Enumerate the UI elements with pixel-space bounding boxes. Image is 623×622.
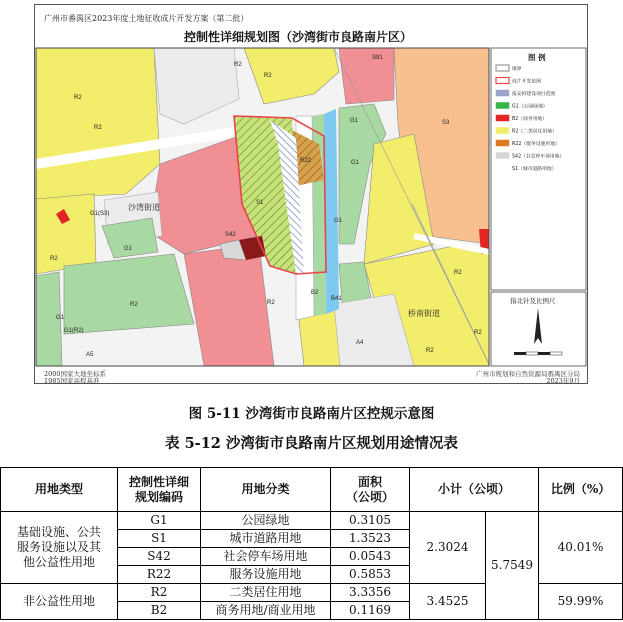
parcel-code: S91 [372,55,383,61]
parcel-code: R2 [130,302,138,308]
cell-ratio: 59.99% [539,584,623,620]
legend-item-label: R22（服务设施用地） [512,142,560,147]
cell-area: 3.3356 [331,584,410,602]
parcel-code: G1 [56,315,65,321]
parcel-code: A5 [86,352,94,358]
cell-area: 0.1169 [331,602,410,620]
legend-item-label: B2（商务用地） [512,117,548,122]
street-label: 沙湾街道 [128,203,160,212]
map-footer-left: 1985国家高程基准 [44,377,100,384]
parcel-code: R2 [454,270,462,276]
table-caption: 表 5-12 沙湾街市良路南片区规划用途情况表 [165,435,458,452]
cell-area: 0.3105 [331,512,410,530]
figure-caption: 图 5-11 沙湾街市良路南片区控规示意图 [188,406,435,422]
cell-code: S1 [118,530,201,548]
parcel-code: R2 [267,300,275,306]
parcel-code: B2 [311,290,319,296]
map-header: 广州市番禺区2023年度土地征收成片开发方案（第二批） [44,14,249,23]
map-footer-right: 广州市规划和自然资源局番禺区分局 [476,370,580,378]
map-footer-right: 2023年9月 [546,377,580,384]
cell-area: 1.3523 [331,530,410,548]
parcel-code: R22 [300,158,312,164]
legend-title: 图 例 [528,53,546,62]
cell-code: R22 [118,566,201,584]
parcel-code: R2 [426,348,434,354]
cell-code: B2 [118,602,201,620]
cell-area: 0.5853 [331,566,410,584]
legend-swatch [496,65,509,71]
parcel-code: G1 [124,246,133,252]
legend-swatch [496,90,509,96]
header-land-type: 用地类型 [1,468,118,512]
legend-item-label: S42（社会停车场用地） [512,154,565,160]
header-area: 面积 （公顷） [331,468,410,512]
cell-total: 5.7549 [486,512,539,620]
cell-land-type: 基础设施、公共 服务设施以及其 他公益性用地 [1,512,118,584]
planning-map [34,4,588,384]
cell-category: 城市道路用地 [201,530,331,548]
parcel-code: R2 [94,125,102,131]
cell-ratio: 40.01% [539,512,623,584]
cell-code: S42 [118,548,201,566]
cell-category: 服务设施用地 [201,566,331,584]
parcel-code: G1 [350,118,359,124]
header-subtotal: 小计（公顷） [410,468,539,512]
legend-item-label: G1（公园绿地） [512,104,548,110]
header-ratio: 比例（%） [539,468,623,512]
parcel-code: R2 [474,330,482,336]
parcel-code: R2 [74,95,82,101]
parcel-code: G1 [334,218,343,224]
parcel-code: S1 [256,200,264,206]
street-label: 桥南街道 [408,309,440,318]
cell-subtotal: 2.3024 [410,512,486,584]
legend-swatch [496,165,509,171]
legend-item-label: 报安拆建设项目范围 [512,92,556,97]
cell-subtotal: 3.4525 [410,584,486,620]
map-title: 控制性详细规划图（沙湾街市良路南片区） [184,30,413,44]
legend-swatch [496,153,509,159]
cell-category: 社会停车场用地 [201,548,331,566]
cell-area: 0.0543 [331,548,410,566]
cell-category: 二类居住用地 [201,584,331,602]
legend-item-label: 镇界 [512,67,522,72]
parcel-code: R2 [50,256,58,262]
compass-label: 指北针及比例尺 [510,297,556,305]
cell-land-type: 非公益性用地 [1,584,118,620]
cell-code: R2 [118,584,201,602]
legend-swatch [496,103,509,109]
cell-code: G1 [118,512,201,530]
land-use-table [0,467,623,620]
legend-swatch [496,115,509,121]
parcel-code: S42 [225,232,236,238]
parcel-code: A4 [356,340,364,346]
parcel-code: S3 [442,120,450,126]
parcel-code: G1(S3) [90,211,110,217]
legend [491,48,586,366]
legend-item-label: S1（城市道路用地） [512,167,557,172]
cell-category: 公园绿地 [201,512,331,530]
parcel-code: R2 [234,62,242,68]
cell-category: 商务用地/商业用地 [201,602,331,620]
parcel-code: R2 [264,73,272,79]
map-canvas [36,48,489,366]
parcel-code: G1 [351,160,360,166]
map-footer-left: 2000国家大地坐标系 [44,370,107,378]
parcel-code: B41 [331,296,342,302]
header-code: 控制性详细 规划编码 [118,468,201,512]
legend-item-label: 成片开发范围 [512,79,541,85]
scale-bar-icon [514,352,562,355]
parcel-code: G1(R2) [64,328,84,334]
legend-item-label: R2（二类居住用地） [512,129,557,135]
legend-swatch [496,78,509,84]
legend-swatch [496,128,509,134]
header-category: 用地分类 [201,468,331,512]
legend-swatch [496,140,509,146]
